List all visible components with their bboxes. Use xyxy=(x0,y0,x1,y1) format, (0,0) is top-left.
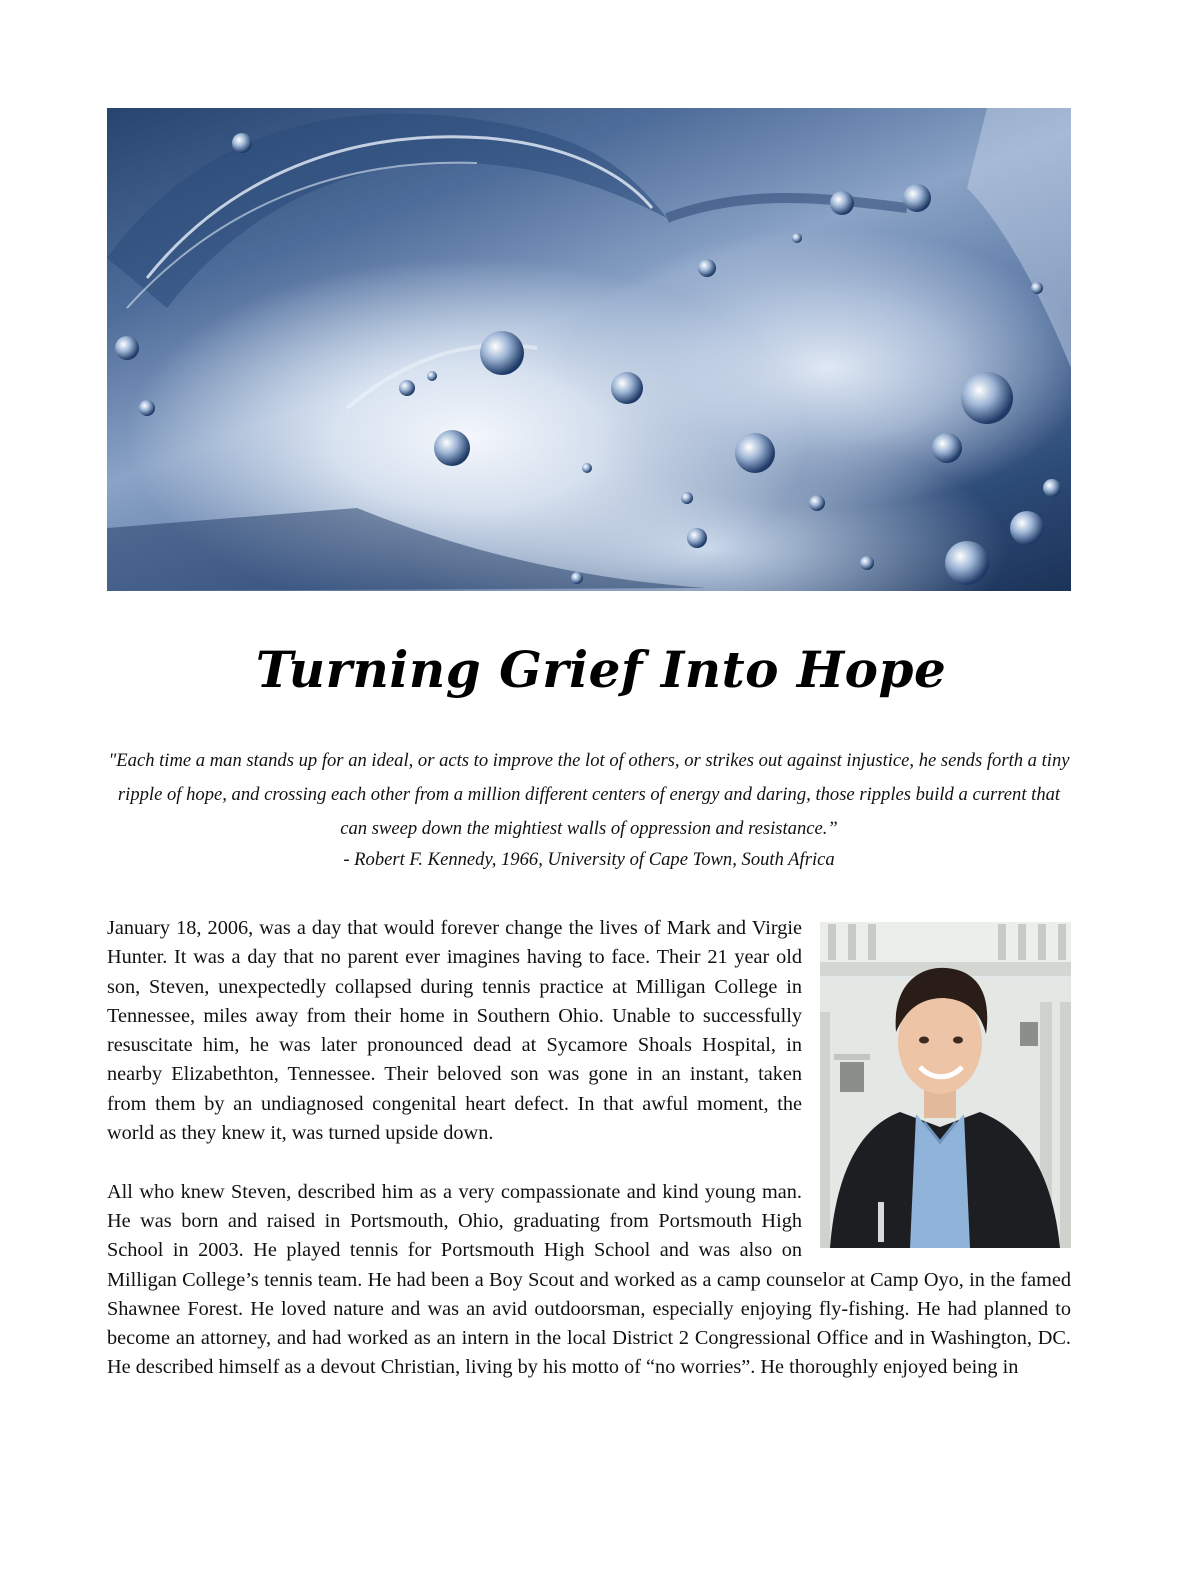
water-splash-art xyxy=(107,108,1071,591)
water-splash-image xyxy=(107,108,1071,591)
portrait-photo xyxy=(820,922,1071,1248)
quote-text: "Each time a man stands up for an ideal, or acts to improve the lot of others, or strikes out against injustice, he sends forth a tiny ripple of hope, and crossing each other from a million different centers of energy and daring, those ripples build a current that can sweep down the mightiest walls of oppression and resistance.” xyxy=(108,750,1070,839)
paragraph-1: January 18, 2006, was a day that would forever change the lives of Mark and Virgie Hunter. It was a day that no parent ever imagines having to face. Their 21 year old son, Steven, unexpectedly collapsed during tennis practice at Milligan College in Tennessee, miles away from their home in Southern Ohio. Unable to successfully resuscitate him, he was later pronounced dead at Sycamore Shoals Hospital, in nearby Elizabethton, Tennessee. Their beloved son was gone in an instant, taken from them by an undiagnosed congenital heart defect. In that awful moment, the world as they knew it, was turned upside down. xyxy=(107,917,802,1145)
article-body xyxy=(107,914,1071,1412)
page-title: Turning Grief Into Hope xyxy=(255,640,947,699)
portrait-photo-art xyxy=(820,922,1071,1248)
quote-attribution: - Robert F. Kennedy, 1966, University of Cape Town, South Africa xyxy=(343,849,835,870)
paragraph-2: All who knew Steven, described him as a very compassionate and kind young man. He was born and raised in Portsmouth, Ohio, graduating from Portsmouth High School in 2003. He played tennis for Portsmouth High School and was also on Milligan College’s tennis team. He had been a Boy Scout and worked as a camp counselor at Camp Oyo, in the famed Shawnee Forest. He loved nature and was an avid outdoorsman, especially enjoying fly-fishing. He had planned to become an attorney, and had worked as an intern in the local District 2 Congressional Office and in Washington, DC. He described himself as a devout Christian, living by his motto of “no worries”. He thoroughly enjoyed being in xyxy=(107,1180,1071,1379)
